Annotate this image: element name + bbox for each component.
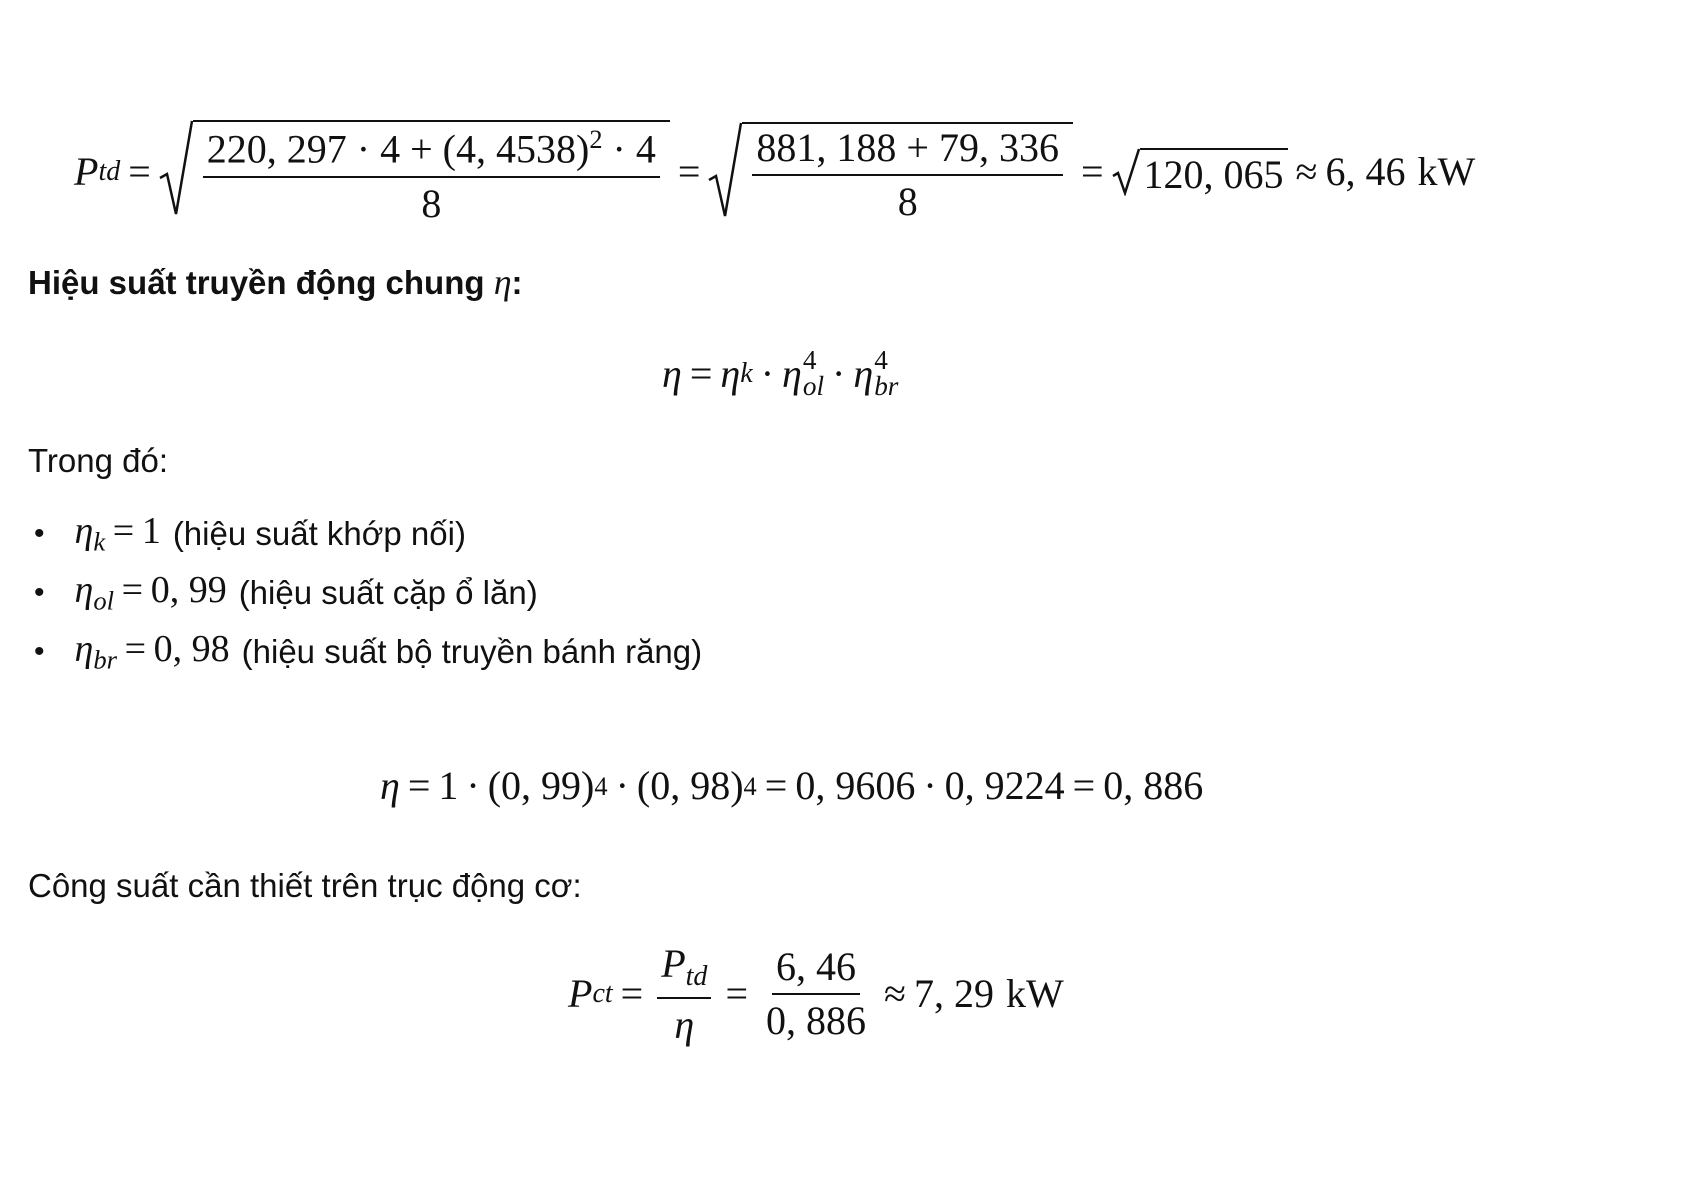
equals-sign: = [128,148,151,194]
equals-sign: = [620,971,644,1017]
script-ol [802,345,825,401]
equals-sign: = [725,971,748,1017]
equals-sign: = [764,763,788,808]
value-bearing: 0, 9606 [795,763,916,808]
approx-sign: ≈ [884,971,906,1017]
value-one: 1 [438,763,459,808]
result-value: 0, 886 [1103,763,1204,808]
symbol-eta: η [380,763,400,808]
symbol-eta: η [74,569,94,611]
numerator-value: 6, 46 [772,947,860,995]
dot-operator: · [615,763,629,808]
result-value: 6, 46 [1325,148,1406,194]
subscript-td: td [685,960,708,992]
frac1-numerator-exponent: 2 [589,124,603,154]
bullet-item-coupling [34,512,466,555]
symbol-eta: η [853,350,874,396]
bullet-description: (hiệu suất bộ truyền bánh răng) [241,632,703,670]
bullet-description: (hiệu suất khớp nối) [172,514,466,552]
symbol-P: P [661,941,686,986]
subscript-k: k [93,526,106,557]
equation-efficiency-value [380,763,1204,808]
equation-efficiency-formula [662,345,899,401]
bullet-value: 1 [141,510,161,552]
dot-operator: · [466,763,480,808]
bullet-value: 0, 98 [153,628,230,670]
bullet-item-gear [34,630,702,673]
bearing-term: (0, 99) [487,763,595,808]
frac2-denominator: 8 [897,178,918,224]
frac1-denominator: 8 [421,180,442,226]
script-br [874,345,899,401]
dot-operator: · [923,763,937,808]
subscript-ol: ol [93,585,115,616]
equals-sign: = [121,569,144,611]
sqrt-2 [708,122,1073,222]
exponent-4: 4 [874,345,888,375]
bullet-value: 0, 99 [150,569,227,611]
symbol-eta: η [662,350,682,396]
subscript-k: k [740,357,753,389]
sqrt-3 [1112,148,1288,196]
radical-sign-icon [159,120,193,218]
where-label: Trong đó: [28,442,169,479]
sqrt3-radicand: 120, 065 [1140,148,1288,196]
fraction-symbolic [657,941,711,1047]
dot-operator: · [760,350,775,396]
equals-sign: = [1080,148,1104,194]
symbol-eta: η [782,350,802,396]
subscript-ol: ol [802,370,825,401]
frac2-numerator: 881, 188 + 79, 336 [752,128,1063,176]
symbol-eta: η [74,628,94,670]
frac1-numerator-b: · 4 [602,126,656,172]
subscript-br: br [93,644,118,675]
equals-sign: = [1072,763,1096,808]
gear-term: (0, 98) [636,763,744,808]
subscript-td: td [98,155,121,187]
fraction-2 [752,124,1063,224]
radical-sign-icon [1112,148,1140,196]
equation-required-power [568,941,1064,1047]
eta-symbol: η [493,262,512,302]
bullet-description: (hiệu suất cặp ổ lăn) [238,573,538,611]
exponent-4: 4 [802,345,817,375]
result-value: 7, 29 [913,971,994,1017]
frac1-numerator-a: 220, 297 · 4 + (4, 4538) [206,126,590,172]
radical-sign-icon [708,122,742,220]
exponent-4: 4 [743,770,757,801]
symbol-P: P [74,148,99,194]
unit-kw: kW [1005,971,1064,1017]
unit-kw: kW [1417,148,1476,194]
approx-sign: ≈ [1295,148,1318,194]
subscript-ct: ct [592,978,613,1010]
bullet-dot: • [34,516,45,550]
dot-operator: · [832,350,846,396]
equals-sign: = [112,510,135,552]
equals-sign: = [677,148,701,194]
symbol-eta: η [720,350,741,396]
bullet-item-bearing [34,571,538,614]
denominator-value: 0, 886 [766,998,866,1044]
heading-colon: : [511,264,523,301]
sqrt-1 [159,120,670,224]
heading-overall-efficiency [28,264,523,302]
symbol-P: P [568,971,593,1017]
bullet-dot: • [34,575,45,609]
equals-sign: = [689,350,713,396]
exponent-4: 4 [594,770,608,801]
fraction-numeric [762,944,870,1044]
heading-text: Hiệu suất truyền động chung [28,264,494,301]
value-gear: 0, 9224 [944,763,1065,808]
heading-required-power: Công suất cần thiết trên trục động cơ: [28,867,582,904]
equals-sign: = [124,628,147,670]
fraction-1 [203,126,660,224]
bullet-dot: • [34,634,45,668]
symbol-eta: η [674,1001,695,1047]
subscript-br: br [874,370,899,401]
equals-sign: = [407,763,431,808]
symbol-eta: η [74,510,94,552]
equation-equivalent-power [74,120,1475,224]
